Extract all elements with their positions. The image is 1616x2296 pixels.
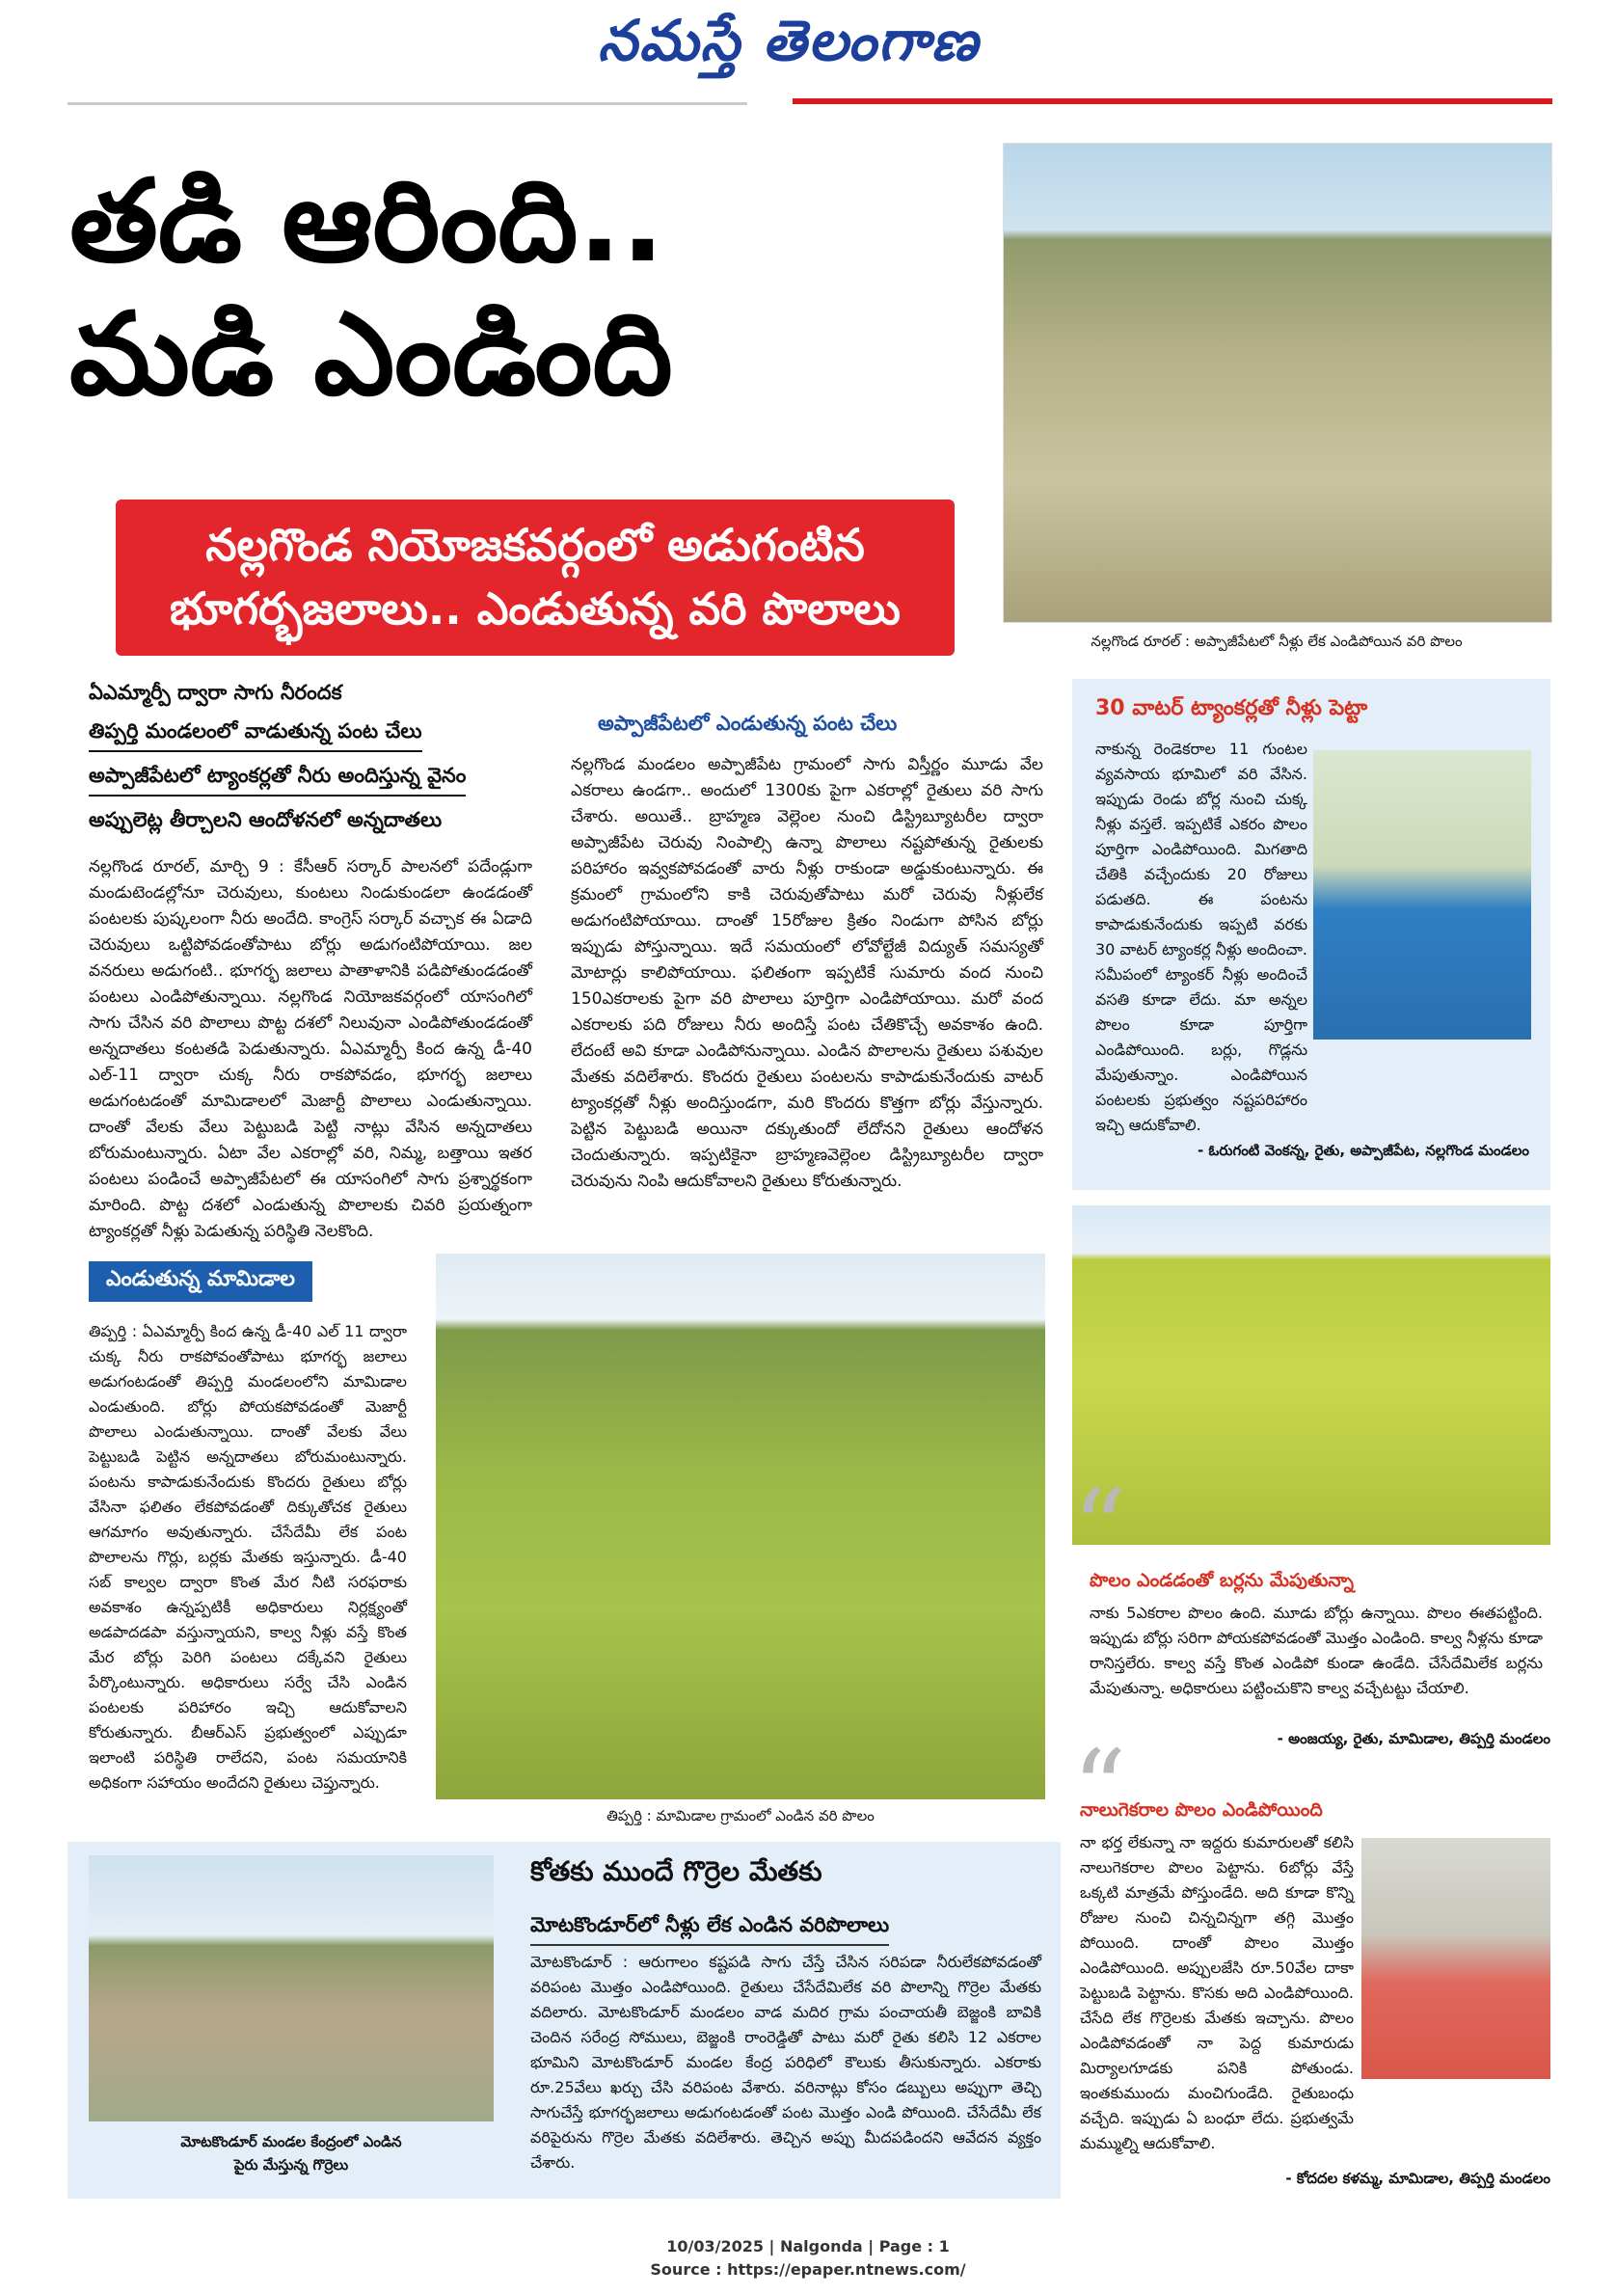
goats-title: కోతకు ముందే గొర్రెల మేతకు (530, 1855, 822, 1887)
tanker-box-title: 30 వాటర్ ట్యాంకర్లతో నీళ్లు పెట్టా (1095, 696, 1368, 720)
goats-box (67, 1842, 1061, 2199)
quote2-body: నా భర్త లేకున్నా నా ఇద్దరు కుమారులతో కలిసి నాలుగెకరాల పొలం పెట్టాను. 6బోర్లు వేస్తే ఒక్కటి మాత్రమే పోస్తుండేది. అది కూడా కొన్ని రోజుల నుంచి చిన్నచిన్నగా తగ్గి మొత్తం పోయింది. దాంతో పొలం మొత్తం ఎండిపోయింది. అప్పులజేసి రూ.50వేల దాకా పెట్టుబడి పెట్టాను. కొసకు అది ఎండిపోయింది. చేసేది లేక గొర్రెలకు మేతకు ఇచ్చాను. పొలం ఎండిపోవడంతో నా పెద్ద కుమారుడు మిర్యాలగూడకు పనికి పోతుండు. ఇంతకుముందు మంచిగుండేది. రైతుబంధు వచ్చేది. ఇప్పుడు ఏ బంధూ లేదు. ప్రభుత్వమే మమ్ముల్ని ఆదుకోవాలి. (1080, 1833, 1354, 2152)
farmer-photo (1313, 750, 1531, 1040)
subhead-line-1: నల్లగొండ నియోజకవర్గంలో అడుగంటిన (205, 519, 865, 571)
kicker-4: అప్పులెట్ల తీర్చాలని ఆందోళనలో అన్నదాతలు (89, 808, 443, 831)
appajipet-title: అప్పాజీపేటలో ఎండుతున్న పంట చేలు (598, 712, 898, 735)
footer-date-line: 10/03/2025 | Nalgonda | Page : 1 (666, 2237, 950, 2255)
subhead-box (116, 500, 955, 656)
quote2-title: నాలుగెకరాల పొలం ఎండిపోయింది (1080, 1799, 1323, 1821)
woman-farmer-photo (1361, 1838, 1550, 2079)
top-photo-caption: నల్లగొండ రూరల్ : అప్పాజీపేటలో నీళ్లు లేక ఎండిపోయిన వరి పొలం (1091, 633, 1463, 650)
headline-line-1: తడి ఆరింది.. (69, 154, 665, 287)
mamidala-field-photo (436, 1254, 1045, 1799)
newspaper-logo: నమస్తే తెలంగాణ (598, 8, 980, 73)
masthead-rule-right (793, 98, 1552, 104)
masthead (0, 0, 1616, 106)
goats-caption-line-2: పైరు మేస్తున్న గొర్రెలు (233, 2156, 349, 2174)
mango-photo-caption: తిప్పర్తి : మామిడాల గ్రామంలో ఎండిన వరి పొలం (606, 1807, 875, 1824)
quote1-title: పొలం ఎండడంతో బర్లను మేపుతున్నా (1090, 1570, 1354, 1591)
main-story-body: నల్లగొండ రూరల్, మార్చి 9 : కేసీఆర్ సర్కార్ పాలనలో పదేండ్లుగా మండుటెండల్లోనూ చెరువులు, కుంటలు నిండుకుండలా ఉండడంతో పంటలకు పుష్కలంగా నీరు అందేది. కాంగ్రెస్ సర్కార్ వచ్చాక ఈ ఏడాది చెరువులు ఒట్టిపోవడంతోపాటు బోర్లు అడుగంటిపోయాయి. జల వనరులు అడుగంటి.. భూగర్భ జలాలు పాతాళానికి పడిపోతుండడంతో పంటలు ఎండిపోతున్నాయి. నల్లగొండ నియోజకవర్గంలో యాసంగిలో సాగు చేసిన వరి పొలాలు పొట్ట దశలో నిలువునా ఎండిపోతుండడంతో అన్నదాతలు కంటతడి పెడుతున్నారు. ఏఎమ్మార్పీ కింద ఉన్న డీ-40 ఎల్-11 ద్వారా చుక్క నీరు రాకపోవడం, భూగర్భ జలాలు అడుగంటడంతో మామిడాలలో మెజార్టీ పొలాలు ఎండుతున్నాయి. దాంతో వేలకు వేలు పెట్టుబడి పెట్టి నాట్లు వేసిన అన్నదాతలు బోరుమంటున్నారు. ఏటా వేల ఎకరాల్లో వరి, నిమ్మ, బత్తాయి ఇతర పంటలు పండించే అప్పాజీపేటలో ఈ యాసంగిలో సాగు ప్రశ్నార్థకంగా మారింది. పొట్ట దశలో ఎండుతున్న పొలాలకు చివరి ప్రయత్నంగా ట్యాంకర్లతో నీళ్లు పెడుతున్న పరిస్థితి నెలకొంది. (89, 857, 532, 1241)
quote2-credit: - కోదదల కళమ్మ, మామిడాల, తిప్పర్తి మండలం (1285, 2170, 1550, 2187)
goats-photo (89, 1855, 494, 2121)
subhead-line-2: భూగర్భజలాలు.. ఎండుతున్న వరి పొలాలు (170, 582, 901, 635)
goats-subtitle: మోటకొండూర్‌లో నీళ్లు లేక ఎండిన వరిపొలాలు (530, 1913, 889, 1946)
kicker-1: ఏఎమ్మార్పీ ద్వారా సాగు నీరందక (89, 681, 342, 704)
quote-mark-2: “ (1072, 1727, 1127, 1850)
footer-source-line: Source : https://epaper.ntnews.com/ (650, 2260, 966, 2279)
mango-body: తిప్పర్తి : ఏఎమ్మార్పీ కింద ఉన్న డీ-40 ఎల్ 11 ద్వారా చుక్క నీరు రాకపోవంతోపాటు భూగర్భ జలాలు అడుగంటడంతో తిప్పర్తి మండలంలోని మామిడాల ఎండుతుంది. బోర్లు పోయకపోవడంతో మెజార్టీ పొలాలు ఎండుతున్నాయి. దాంతో వేలకు వేలు పెట్టుబడి పెట్టిన అన్నదాతలు బోరుమంటున్నారు. పంటను కాపాడుకునేందుకు కొందరు రైతులు బోర్లు వేసినా ఫలితం లేకపోవడంతో దిక్కుతోచక రైతులు ఆగమాగం అవుతున్నారు. చేసేదేమీ లేక పంట పొలాలను గొర్లు, బర్లకు మేతకు ఇస్తున్నారు. డీ-40 సబ్ కాల్వల ద్వారా కొంత మేర నీటి సరఫరాకు అవకాశం ఉన్నప్పటికీ అధికారులు నిర్లక్ష్యంతో అడపాదడపా వస్తున్నాయని, కాల్వ నీళ్లు వస్తే కొంత మేర బోర్లు పెరిగి పంటలు దక్కేవని రైతులు పేర్కొంటున్నారు. అధికారులు సర్వే చేసి ఎండిన పంటలకు పరిహారం ఇచ్చి ఆదుకోవాలని కోరుతున్నారు. బీఆర్ఎస్ ప్రభుత్వంలో ఎప్పుడూ ఇలాంటి పరిస్థితి రాలేదని, పంట సమయానికి అధికంగా సహాయం అందేదని రైతులు చెప్తున్నారు. (89, 1322, 407, 1792)
quote1-credit: - అంజయ్య, రైతు, మామిడాల, తిప్పర్తి మండలం (1277, 1730, 1550, 1747)
kicker-3: అప్పాజీపేటలో ట్యాంకర్లతో నీరు అందిస్తున్న వైనం (89, 764, 466, 797)
tanker-box-credit: - ఓరుగంటి వెంకన్న, రైతు, అప్పాజీపేట, నల్లగొండ మండలం (1197, 1142, 1529, 1159)
headline (69, 154, 995, 420)
tanker-box (1072, 679, 1550, 1190)
dried-paddy-photo (1003, 143, 1552, 623)
quote1-body: నాకు 5ఎకరాల పొలం ఉంది. మూడు బోర్లు ఉన్నాయి. పొలం ఈతపట్టింది. ఇప్పుడు బోర్లు సరిగా పోయకపోవడంతో మొత్తం ఎండింది. కాల్వ నీళ్లను కూడా రానిస్తలేరు. కాల్వ వస్తే కొంత ఎండిపో కుండా ఉండేది. చేసేదేమిలేక బర్లను మేపుతున్నా. అధికారులు పట్టించుకొని కాల్వ వచ్చేటట్టు చేయాలి. (1090, 1604, 1543, 1697)
mango-tag: ఎండుతున్న మామిడాల (89, 1261, 312, 1302)
quote-mark-1: “ (1072, 1467, 1127, 1590)
appajipet-body: నల్లగొండ మండలం అప్పాజీపేట గ్రామంలో సాగు విస్తీర్ణం మూడు వేల ఎకరాలు ఉండగా.. అందులో 1300కు పైగా ఎకరాల్లో రైతులు వరి సాగు చేశారు. అయితే.. బ్రాహ్మణ వెల్లెంల నుంచి డిస్ట్రిబ్యూటరీల ద్వారా అప్పాజీపేట చెరువు నింపాల్సి ఉన్నా పొలాలు నష్టపోతున్న రైతులకు పరిహారం ఇవ్వకపోవడంతో వారు నీళ్లు రాకుండా అడ్డుకుంటున్నారు. ఈ క్రమంలో గ్రామంలోని కాకి చెరువుతోపాటు మరో చెరువు నీళ్లులేక అడుగంటిపోయాయి. దాంతో 15రోజుల క్రితం నిండుగా పోసిన బోర్లు ఇప్పుడు పోస్తున్నాయి. ఇదే సమయంలో లోవోల్టేజీ విద్యుత్ సమస్యతో మోటార్లు కాలిపోయాయి. ఫలితంగా ఇప్పటికే సుమారు వంద నుంచి 150ఎకరాలకు పైగా వరి పొలాలు పూర్తిగా ఎండిపోయాయి. మరో వంద ఎకరాలకు పది రోజులు నీరు అందిస్తే పంట చేతికొచ్చే అవకాశం ఉంది. లేదంటే అవి కూడా ఎండిపోనున్నాయి. ఎండిన పొలాలను రైతులు పశువుల మేతకు వదిలేశారు. కొందరు రైతులు పంటలను కాపాడుకునేందుకు వాటర్ ట్యాంకర్లతో నీళ్లు అందిస్తుండగా, మరి కొందరు కొత్తగా బోర్లు వేస్తున్నారు. పెట్టిన పెట్టుబడి అయినా దక్కుతుందో లేదోనని రైతులు ఆందోళన చెందుతున్నారు. ఇప్పటికైనా బ్రాహ్మణవెల్లెంల డిస్ట్రిబ్యూటరీల ద్వారా చెరువును నింపి ఆదుకోవాలని రైతులు కోరుతున్నారు. (571, 755, 1043, 1191)
tanker-box-body: నాకున్న రెండెకరాల 11 గుంటల వ్యవసాయ భూమిలో వరి వేసిన. ఇప్పుడు రెండు బోర్ల నుంచి చుక్క నీళ్లు వస్తలే. ఇప్పటికే ఎకరం పొలం పూర్తిగా ఎండిపోయింది. మిగతాది చేతికి వచ్చేందుకు 20 రోజులు పడుతది. ఈ పంటను కాపాడుకునేందుకు ఇప్పటి వరకు 30 వాటర్ ట్యాంకర్ల నీళ్లు అందించా. సమీపంలో ట్యాంకర్ నీళ్లు అందించే వసతి కూడా లేదు. మా అన్నల పొలం కూడా పూర్తిగా ఎండిపోయింది. బర్లు, గొడ్లను మేపుతున్నాం. ఎండిపోయిన పంటలకు ప్రభుత్వం నష్టపరిహారం ఇచ్చి ఆదుకోవాలి. (1095, 740, 1307, 1134)
kicker-2: తిప్పర్తి మండలంలో వాడుతున్న పంట చేలు (89, 719, 422, 752)
masthead-rule-left (67, 102, 747, 105)
goats-body: మోటకొండూర్ : ఆరుగాలం కష్టపడి సాగు చేస్తే చేసిన సరిపడా నీరులేకపోవడంతో వరిపంట మొత్తం ఎండిపోయింది. రైతులు చేసేదేమిలేక వరి పొలాన్ని గొర్రెల మేతకు వదిలారు. మోటకొండూర్ మండలం వాడ మదిర గ్రామ పంచాయతీ బెజ్జంకి బావికి చెందిన సరేంద్ర సోములు, బెజ్జంకి రాంరెడ్డితో పాటు మరో రైతు కలిసి 12 ఎకరాల భూమిని మోటకొండూర్ మండల కేంద్ర పరిధిలో కౌలుకు తీసుకున్నారు. ఎకరాకు రూ.25వేలు ఖర్చు చేసి వరిపంట వేశారు. వరినాట్లు కోసం డబ్బులు అప్పుగా తెచ్చి సాగుచేస్తే భూగర్భజలాలు అడుగంటడంతో పంట మొత్తం ఎండి పోయింది. చేసేదేమీ లేక వరిపైరును గొర్రెల మేతకు వదిలేశారు. తెచ్చిన అప్పు మీదపడిందని ఆవేదన వ్యక్తం చేశారు. (530, 1953, 1041, 2172)
goats-caption-line-1: మోటకొండూర్ మండల కేంద్రంలో ఎండిన (180, 2133, 402, 2150)
headline-line-2: మడి ఎండింది (69, 287, 673, 420)
buffalo-field-photo (1072, 1205, 1550, 1545)
